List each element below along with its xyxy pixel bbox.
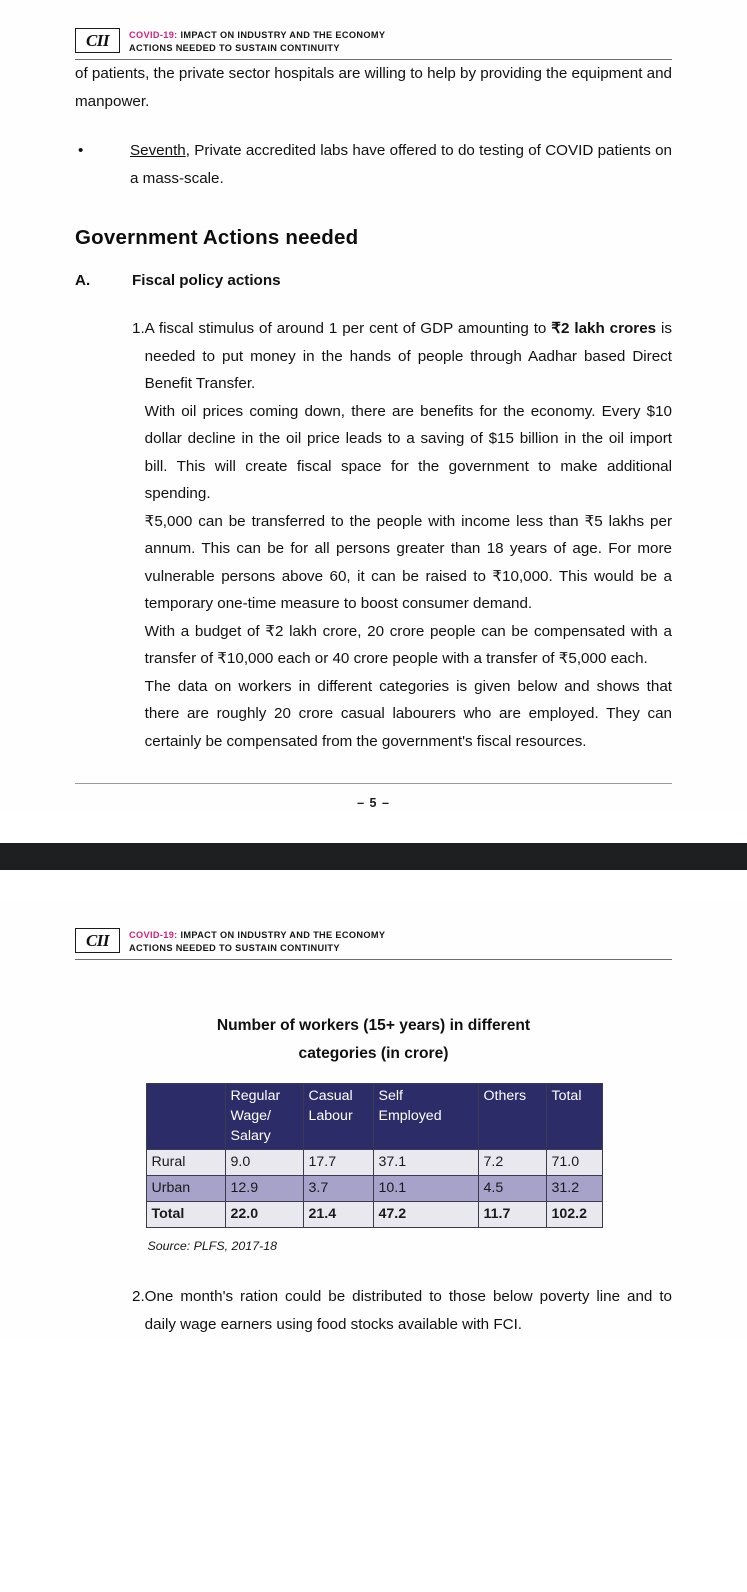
footer-divider — [75, 783, 672, 784]
row-label-urban: Urban — [146, 1176, 225, 1202]
header-text-line: Others — [483, 1088, 527, 1104]
header-subtitle: ACTIONS NEEDED TO SUSTAIN CONTINUITY — [129, 43, 340, 53]
running-header-page-2 — [0, 900, 747, 955]
bullet-item-seventh — [75, 137, 672, 192]
header-text-line: Casual — [308, 1088, 353, 1104]
subsection-letter: A. — [75, 272, 91, 289]
subsection-label: Fiscal policy actions — [132, 272, 281, 289]
bullet-marker: • — [78, 142, 84, 159]
running-header — [0, 0, 747, 55]
header-title-line — [129, 929, 385, 942]
page-gap — [0, 870, 747, 900]
table-header-others — [478, 1084, 546, 1150]
item-1-text-before-amount: A fiscal stimulus of around 1 per cent of GDP amounting to — [144, 320, 552, 337]
header-text-line: Regular — [230, 1088, 281, 1104]
page-number: – 5 – — [357, 796, 390, 810]
header-title-rest: IMPACT ON INDUSTRY AND THE ECONOMY — [180, 930, 386, 940]
header-title-block — [129, 928, 385, 955]
cell-total-others: 11.7 — [478, 1202, 546, 1228]
table-header-regular-wage-salary — [225, 1084, 303, 1150]
header-title-rest: IMPACT ON INDUSTRY AND THE ECONOMY — [180, 30, 386, 40]
header-title-line — [129, 29, 385, 42]
cell-total-self: 47.2 — [373, 1202, 478, 1228]
item-1-paragraph-5: The data on workers in different categories is given below and shows that there are roughly 20 crore casual labourers who are employed. They can certainly be compensated from the government's fiscal resources. — [144, 677, 672, 750]
continuation-paragraph: of patients, the private sector hospitals are willing to help by providing the equipment and manpower. — [75, 65, 672, 110]
table-header-casual-labour — [303, 1084, 373, 1150]
numbered-item-2 — [75, 1283, 672, 1338]
cell-urban-total: 31.2 — [546, 1176, 602, 1202]
table-header-row — [146, 1084, 602, 1150]
cell-urban-casual: 3.7 — [303, 1176, 373, 1202]
cell-rural-regular: 9.0 — [225, 1150, 303, 1176]
cell-urban-others: 4.5 — [478, 1176, 546, 1202]
cell-total-total: 102.2 — [546, 1202, 602, 1228]
table-source-note: Source: PLFS, 2017-18 — [147, 1239, 277, 1253]
header-text-line: Self — [378, 1088, 403, 1104]
page-6-content — [0, 1012, 747, 1338]
item-1-text-after-amount: is needed to put money in the hands of people through Aadhar based Direct Benefit Transfer. — [144, 320, 673, 392]
header-text-line: Labour — [308, 1108, 353, 1124]
bullet-rest-text: , Private accredited labs have offered to do testing of COVID patients on a mass-scale. — [130, 142, 672, 187]
cii-logo: CII — [75, 28, 120, 53]
cell-urban-regular: 12.9 — [225, 1176, 303, 1202]
header-divider — [75, 959, 672, 960]
header-subtitle: ACTIONS NEEDED TO SUSTAIN CONTINUITY — [129, 943, 340, 953]
header-covid-label: COVID-19: — [129, 30, 178, 40]
item-1-number: 1. — [132, 320, 145, 337]
item-2-number: 2. — [132, 1288, 145, 1305]
table-caption-line-1: Number of workers (15+ years) in different — [216, 1017, 531, 1034]
table-corner-cell — [146, 1084, 225, 1150]
table-caption-line-2: categories (in crore) — [298, 1045, 449, 1062]
header-covid-label: COVID-19: — [129, 930, 178, 940]
item-1-paragraph-2: With oil prices coming down, there are benefits for the economy. Every $10 dollar decline in the oil price leads to a saving of $15 billion in the oil import bill. This will create fiscal space for the government to make additional spending. — [144, 402, 672, 502]
header-text-line: Salary — [230, 1128, 271, 1144]
section-heading-government-actions: Government Actions needed — [75, 226, 359, 249]
table-row — [146, 1150, 602, 1176]
header-text-line: Total — [551, 1088, 582, 1104]
cell-rural-casual: 17.7 — [303, 1150, 373, 1176]
header-text-line: Wage/ — [230, 1108, 271, 1124]
cell-urban-self: 10.1 — [373, 1176, 478, 1202]
item-1-bold-amount: ₹2 lakh crores — [551, 320, 657, 337]
header-text-line: Employed — [378, 1108, 442, 1124]
table-row — [146, 1176, 602, 1202]
workers-table-wrapper — [146, 1083, 602, 1228]
numbered-item-1 — [75, 315, 672, 755]
header-title-block — [129, 28, 385, 55]
cell-rural-others: 7.2 — [478, 1150, 546, 1176]
cell-total-regular: 22.0 — [225, 1202, 303, 1228]
table-header-self-employed — [373, 1084, 478, 1150]
workers-table — [146, 1083, 603, 1228]
page-5-content — [0, 60, 747, 755]
table-row — [146, 1202, 602, 1228]
table-header-total — [546, 1084, 602, 1150]
cell-rural-total: 71.0 — [546, 1150, 602, 1176]
cii-logo: CII — [75, 928, 120, 953]
subsection-fiscal-policy — [75, 269, 672, 293]
page-break-band — [0, 843, 747, 870]
table-caption — [175, 1012, 572, 1068]
row-label-total: Total — [146, 1202, 225, 1228]
item-1-paragraph-4: With a budget of ₹2 lakh crore, 20 crore people can be compensated with a transfer of ₹10,000 each or 40 crore people with a transfer of ₹5,000 each. — [144, 622, 672, 667]
item-2-paragraph: One month's ration could be distributed to those below poverty line and to daily wage earners using food stocks available with FCI. — [144, 1288, 672, 1333]
row-label-rural: Rural — [146, 1150, 225, 1176]
bullet-lead-underlined: Seventh — [130, 142, 186, 159]
cell-rural-self: 37.1 — [373, 1150, 478, 1176]
cell-total-casual: 21.4 — [303, 1202, 373, 1228]
bullet-paragraph — [130, 137, 672, 192]
item-1-paragraph-3: ₹5,000 can be transferred to the people with income less than ₹5 lakhs per annum. This can be for all persons greater than 18 years of age. For more vulnerable persons above 60, it can be raised to ₹10,000. This would be a temporary one-time measure to boost consumer demand. — [144, 512, 672, 612]
item-1-paragraph-1 — [145, 315, 672, 398]
document-page-6 — [0, 900, 747, 1338]
